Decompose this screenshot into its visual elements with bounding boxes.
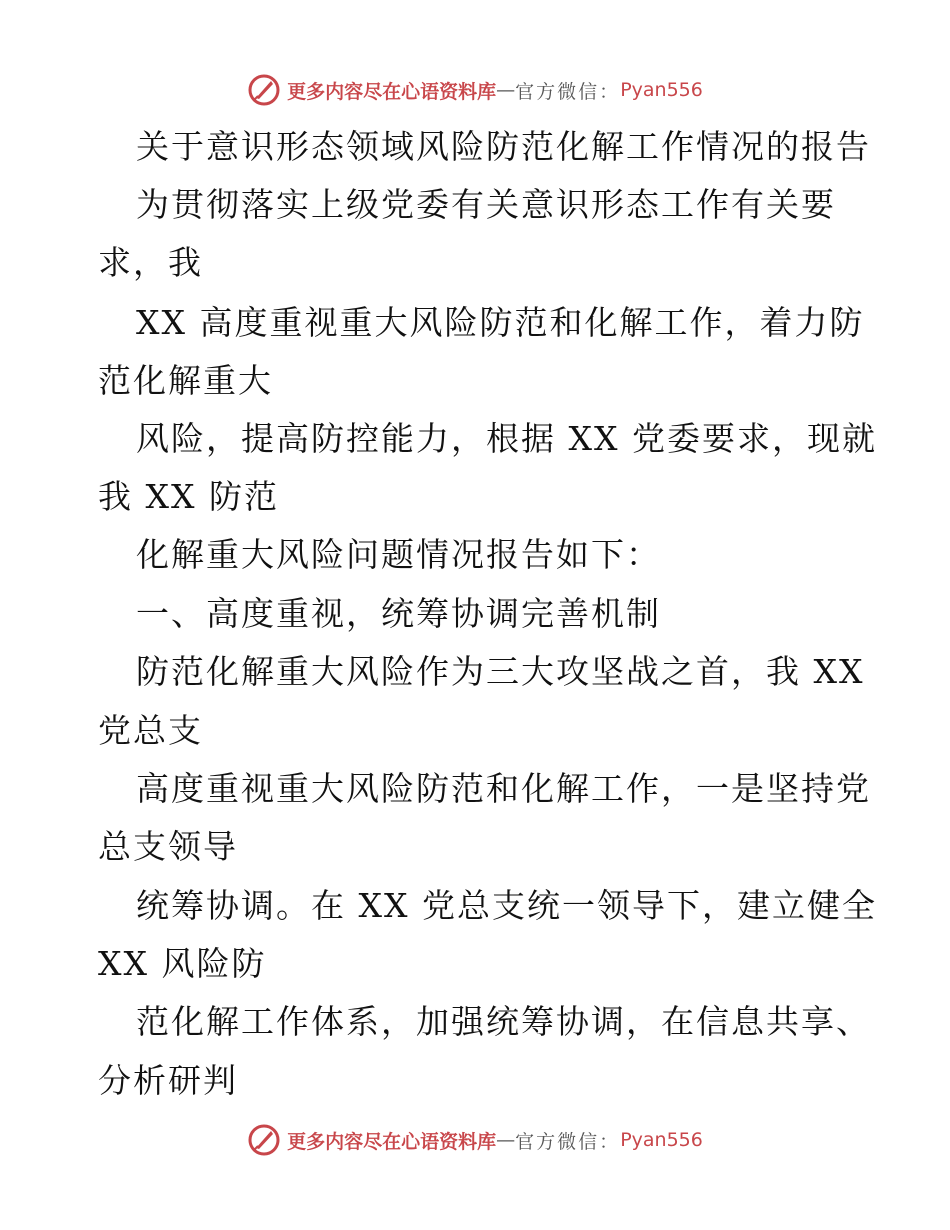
paragraph-line: 求，我	[98, 243, 203, 282]
paragraph-line: 防范化解重大风险作为三大攻坚战之首，我 XX	[136, 652, 865, 691]
quill-logo-icon	[247, 1123, 281, 1157]
watermark-dash: —	[496, 79, 516, 101]
header-watermark	[0, 70, 950, 110]
paragraph-line: 化解重大风险问题情况报告如下：	[136, 535, 661, 574]
watermark-wechat-id: Pyan556	[620, 79, 703, 101]
paragraph-line: XX 风险防	[98, 944, 267, 983]
paragraph-line: 我 XX 防范	[98, 477, 279, 516]
paragraph-line: 高度重视重大风险防范和化解工作，一是坚持党	[136, 769, 871, 808]
section-heading: 一、高度重视，统筹协调完善机制	[136, 594, 661, 633]
paragraph-line: 统筹协调。在 XX 党总支统一领导下，建立健全	[136, 886, 877, 925]
watermark-dash: —	[496, 1129, 516, 1151]
footer-watermark	[0, 1120, 950, 1160]
document-title: 关于意识形态领域风险防范化解工作情况的报告	[136, 127, 871, 166]
quill-logo-icon	[247, 73, 281, 107]
watermark-brand: 更多内容尽在心语资料库	[287, 1130, 497, 1153]
watermark-brand: 更多内容尽在心语资料库	[287, 80, 497, 103]
paragraph-line: XX 高度重视重大风险防范和化解工作，着力防	[136, 303, 865, 342]
paragraph-line: 风险，提高防控能力，根据 XX 党委要求，现就	[136, 419, 877, 458]
paragraph-line: 范化解工作体系，加强统筹协调，在信息共享、	[136, 1002, 871, 1041]
paragraph-line: 党总支	[98, 711, 203, 750]
watermark-wechat-label: 官方微信：	[515, 1130, 621, 1153]
paragraph-line: 为贯彻落实上级党委有关意识形态工作有关要	[136, 185, 836, 224]
paragraph-line: 总支领导	[98, 827, 238, 866]
watermark-wechat-label: 官方微信：	[515, 80, 621, 103]
paragraph-line: 范化解重大	[98, 361, 273, 400]
watermark-wechat-id: Pyan556	[620, 1129, 703, 1151]
paragraph-line: 分析研判	[98, 1061, 238, 1100]
